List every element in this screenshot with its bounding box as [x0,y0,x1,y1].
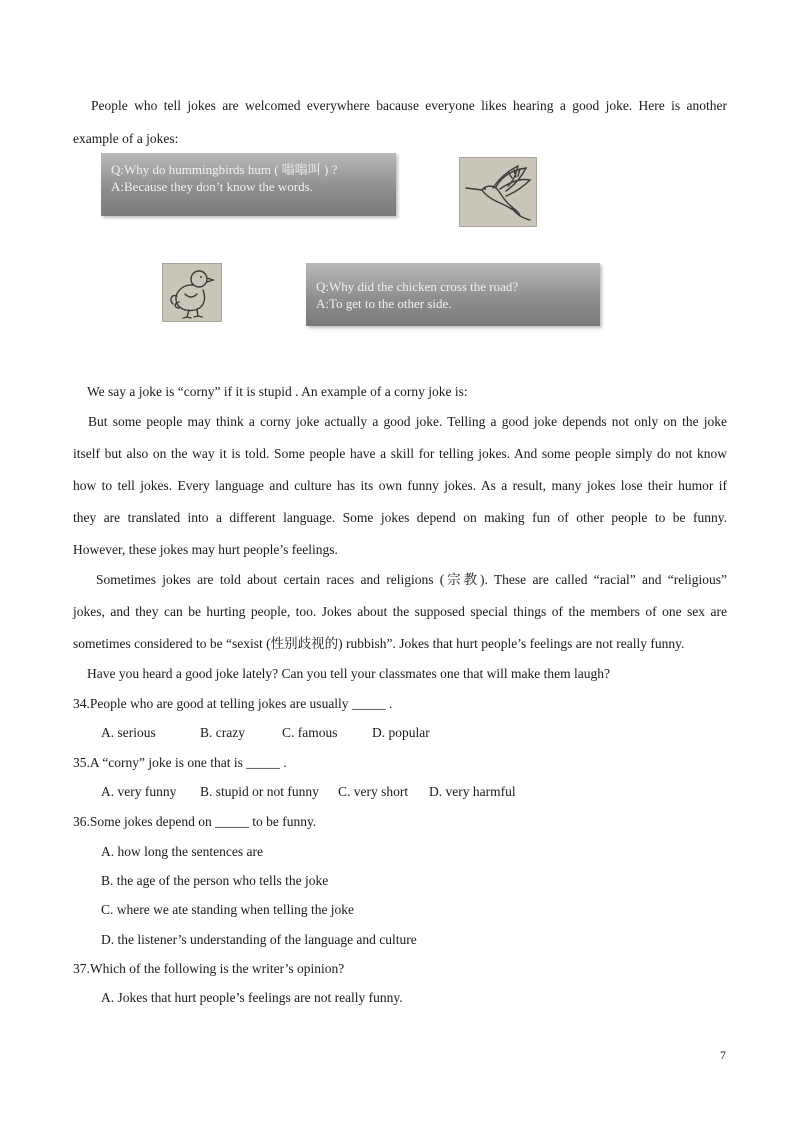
paragraph-2-line-5: However, these jokes may hurt people’s feelings. [73,542,338,557]
page-number: 7 [720,1048,726,1062]
question-35-option-b: B. stupid or not funny [200,784,319,799]
paragraph-3-line-3: sometimes considered to be “sexist (性别歧视的) rubbish”. Jokes that hurt people’s feelings are not really funny. [73,636,685,651]
corny-paragraph: We say a joke is “corny” if it is stupid . An example of a corny joke is: [87,384,468,399]
paragraph-3-line-2: jokes, and they can be hurting people, too. Jokes about the supposed special things of the members of one sex are [73,604,727,619]
question-34-option-d: D. popular [372,725,430,740]
question-36-option-b: B. the age of the person who tells the joke [101,873,329,888]
paragraph-2-line-4: they are translated into a different language. Some jokes depend on making fun of other people to be funny. [73,510,727,525]
chick-icon [162,263,222,322]
question-34-option-b: B. crazy [200,725,245,740]
paragraph-2-line-2: itself but also on the way it is told. Some people have a skill for telling jokes. And some people simply do not know [73,446,727,461]
question-34-option-a: A. serious [101,725,156,740]
hummingbird-icon [459,157,537,227]
joke-question: Q:Why do hummingbirds hum ( 嗡嗡叫 ) ? [111,162,338,177]
question-37-stem: 37.Which of the following is the writer’s opinion? [73,961,345,976]
question-35-stem: 35.A “corny” joke is one that is _____ . [73,755,287,770]
joke-box-hummingbird [101,153,396,216]
question-36-option-c: C. where we ate standing when telling the joke [101,902,355,917]
question-34-stem: 34.People who are good at telling jokes are usually _____ . [73,696,393,711]
paragraph-4: Have you heard a good joke lately? Can you tell your classmates one that will make them laugh? [87,666,610,681]
paragraph-3-line-1: Sometimes jokes are told about certain races and religions (宗教). These are called “racial” and “religious” [96,572,727,587]
intro-line-1: People who tell jokes are welcomed everywhere bacause everyone likes hearing a good joke. Here is another [91,98,727,113]
joke-answer: A:To get to the other side. [316,296,452,311]
question-35-option-a: A. very funny [101,784,177,799]
paragraph-2-line-1: But some people may think a corny joke actually a good joke. Telling a good joke depends not only on the joke [88,414,727,429]
joke-question: Q:Why did the chicken cross the road? [316,279,519,294]
question-36-option-d: D. the listener’s understanding of the language and culture [101,932,417,947]
intro-line-2: example of a jokes: [73,131,179,146]
question-34-option-c: C. famous [282,725,338,740]
paragraph-2-line-3: how to tell jokes. Every language and culture has its own funny jokes. As a result, many jokes lose their humor if [73,478,727,493]
joke-box-chicken [306,263,600,326]
question-37-option-a: A. Jokes that hurt people’s feelings are not really funny. [101,990,403,1005]
joke-answer: A:Because they don’t know the words. [111,179,313,194]
question-35-option-d: D. very harmful [429,784,516,799]
question-36-option-a: A. how long the sentences are [101,844,263,859]
question-36-stem: 36.Some jokes depend on _____ to be funny. [73,814,317,829]
question-35-option-c: C. very short [338,784,409,799]
